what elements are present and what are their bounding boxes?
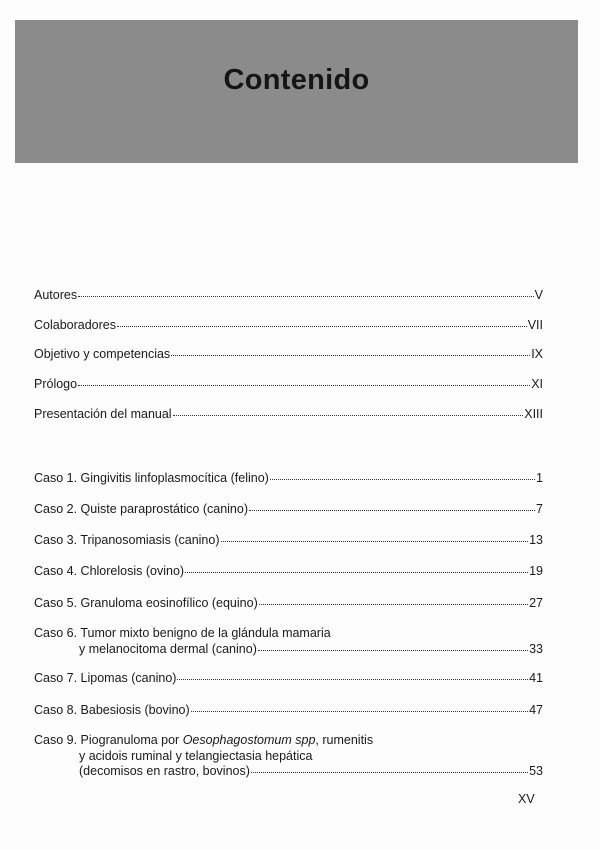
title-banner (15, 20, 578, 163)
entry-page: IX (531, 347, 543, 361)
toc-line (34, 407, 543, 423)
leader-dots (221, 541, 529, 542)
toc-line (34, 288, 543, 304)
entry-label: Caso 7. Lipomas (canino) (34, 671, 177, 685)
toc-line (34, 642, 543, 658)
entry-label: Caso 9. Piogranuloma por Oesophagostomum spp, rumenitis (34, 733, 374, 747)
entry-page: 27 (529, 596, 543, 610)
entry-label: Autores (34, 288, 78, 302)
toc-line (34, 347, 543, 363)
leader-dots (171, 355, 530, 356)
entry-label: Caso 6. Tumor mixto benigno de la glándula mamaria (34, 626, 331, 640)
toc-line (34, 533, 543, 549)
toc-entry (34, 533, 543, 549)
leader-dots (78, 296, 534, 297)
toc-entry (34, 377, 543, 393)
entry-page: 41 (529, 671, 543, 685)
entry-page: 1 (536, 471, 543, 485)
entry-label: Caso 4. Chlorelosis (ovino) (34, 564, 185, 578)
leader-dots (259, 604, 528, 605)
entry-page: 33 (529, 641, 543, 656)
toc-entry (34, 288, 543, 304)
leader-dots (173, 415, 524, 416)
entry-label: Caso 2. Quiste paraprostático (canino) (34, 502, 248, 516)
leader-dots (78, 385, 530, 386)
entry-page: 7 (536, 502, 543, 516)
toc-entry (34, 347, 543, 363)
toc-line (34, 671, 543, 687)
toc-entry (34, 596, 543, 612)
entry-label: Caso 8. Babesiosis (bovino) (34, 703, 190, 717)
toc-entry (34, 626, 543, 657)
entry-label: y melanocitoma dermal (canino) (79, 641, 257, 656)
entry-page: XI (531, 377, 543, 391)
toc-entry (34, 671, 543, 687)
entry-page: VII (527, 318, 543, 332)
toc-entry (34, 703, 543, 719)
toc-entry (34, 318, 543, 334)
toc-line (34, 733, 543, 749)
entry-page: 47 (529, 703, 543, 717)
toc-line (34, 703, 543, 719)
toc-line (34, 749, 543, 765)
toc-line (34, 764, 543, 780)
toc-line (34, 502, 543, 518)
leader-dots (177, 679, 528, 680)
leader-dots (117, 326, 527, 327)
toc-line (34, 377, 543, 393)
entry-label: Caso 5. Granuloma eosinofílico (equino) (34, 596, 258, 610)
entry-page: 19 (529, 564, 543, 578)
entry-label: Presentación del manual (34, 407, 172, 421)
entry-label: Colaboradores (34, 318, 116, 332)
entry-label: Caso 3. Tripanosomiasis (canino) (34, 533, 220, 547)
entry-page: V (534, 288, 543, 302)
leader-dots (270, 479, 535, 480)
entry-label: Caso 1. Gingivitis linfoplasmocítica (felino) (34, 471, 269, 485)
entry-label: Prólogo (34, 377, 78, 391)
leader-dots (191, 711, 528, 712)
entry-label: (decomisos en rastro, bovinos) (79, 764, 250, 778)
entry-label: y acidois ruminal y telangiectasia hepática (79, 748, 313, 763)
leader-dots (251, 772, 528, 773)
toc-entry (34, 502, 543, 518)
toc-line (34, 596, 543, 612)
page-title: Contenido (223, 64, 370, 96)
entry-page: XIII (524, 407, 543, 421)
page-number: XV (518, 792, 535, 806)
toc-line (34, 318, 543, 334)
leader-dots (185, 572, 528, 573)
leader-dots (249, 510, 535, 511)
entry-page: 13 (529, 533, 543, 547)
toc-entry (34, 733, 543, 780)
entry-page: 53 (529, 764, 543, 778)
toc-entry (34, 407, 543, 423)
toc-line (34, 471, 543, 487)
toc-entry (34, 564, 543, 580)
toc-entry (34, 471, 543, 487)
toc-line (34, 626, 543, 642)
toc-line (34, 564, 543, 580)
entry-label-italic: Oesophagostomum spp (182, 733, 316, 747)
leader-dots (258, 650, 528, 651)
entry-label: Objetivo y competencias (34, 347, 171, 361)
